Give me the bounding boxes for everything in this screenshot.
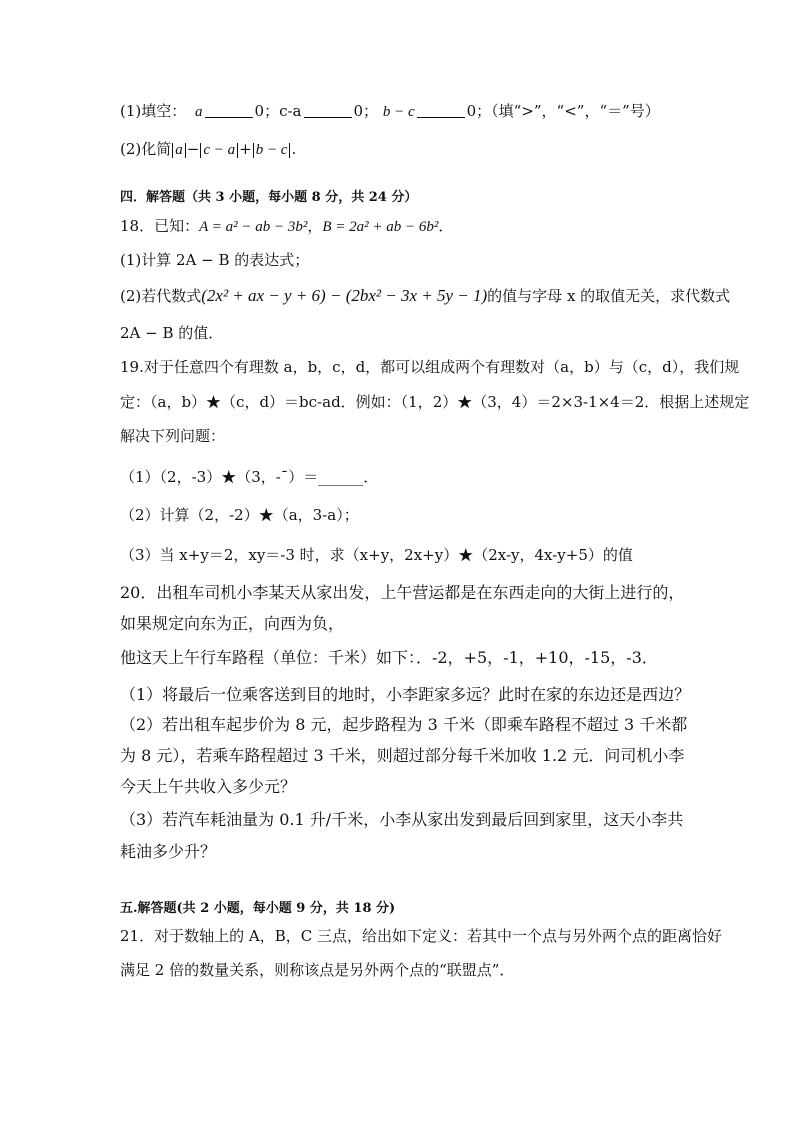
q19-part3: （3）当 x+y＝2，xy＝-3 时，求（x+y，2x+y）★（2x-y，4x-y+5）的值 (120, 546, 633, 564)
q19-line-1: 19.对于任意四个有理数 a，b，c，d，都可以组成两个有理数对（a，b）与（c，d），我们规 (120, 358, 740, 376)
q20-part2-b: 为 8 元），若乘车路程超过 3 千米，则超过部分每千米加收 1.2 元．问司机小李 (120, 746, 685, 765)
q20-line-3: 他这天上午行车路程（单位：千米）如下：．-2，+5，-1，+10，-15，-3． (120, 648, 658, 667)
q17-var-a: a (195, 104, 203, 120)
plus-sign: + (239, 140, 252, 158)
q17-blank-2[interactable] (304, 103, 352, 118)
abs-c-minus-a: c − a (200, 143, 238, 158)
q18-part1: (1)计算 2A − B 的表达式； (120, 251, 310, 269)
q17-fill-prefix: (1)填空： (120, 102, 187, 120)
q20-part3-b: 耗油多少升？ (120, 842, 217, 861)
q19-line-2: 定：（a，b）★（c，d）＝bc-ad．例如：（1，2）★（3，4）＝2×3-1×4＝2．根据上述规定 (120, 393, 750, 411)
q20-line-2: 如果规定向东为正，向西为负， (120, 614, 345, 633)
q19-part1: （1）（2，-3）★（3，-¯）＝______． (120, 468, 379, 486)
q21-line-1: 21．对于数轴上的 A，B，C 三点，给出如下定义：若其中一个点与另外两个点的距离恰好 (120, 927, 722, 945)
q21-line-2: 满足 2 倍的数量关系，则称该点是另外两个点的“联盟点”． (120, 961, 515, 979)
q18-expr-B: B = 2a² + ab − 6b² (322, 219, 439, 235)
q19-part2: （2）计算（2，-2）★（a，3-a）； (120, 506, 359, 524)
q20-part2-c: 今天上午共收入多少元？ (120, 777, 297, 796)
q20-line-1: 20．出租车司机小李某天从家出发，上午营运都是在东西走向的大街上进行的， (120, 583, 685, 602)
q18-part2-expression: (2x² + ax − y + 6) − (2bx² − 3x + 5y − 1) (201, 286, 488, 305)
section-4-heading: 四．解答题（共 3 小题，每小题 8 分，共 24 分） (120, 190, 418, 205)
q17-text-2: 0； (353, 102, 379, 120)
q17-simplify-prefix: (2)化简 (120, 140, 172, 158)
q20-part1: （1）将最后一位乘客送到目的地时，小李距家多远？此时在家的东边还是西边？ (120, 685, 691, 704)
q17-text-3: 0；（填“>”，“<”，“＝”号） (466, 102, 660, 120)
q18-part2-tail: 2A − B 的值． (120, 324, 224, 342)
abs-b-minus-c: b − c (253, 143, 291, 158)
q17-text-1: 0；c-a (254, 102, 302, 120)
q19-line-3: 解决下列问题： (120, 427, 226, 445)
abs-a: a (172, 143, 186, 158)
q17-simplify-line (120, 139, 296, 159)
q18-given-line (120, 216, 453, 237)
minus-sign: − (186, 140, 200, 158)
q18-end: ． (438, 217, 454, 235)
q17-blank-3[interactable] (417, 103, 465, 118)
q20-part3-a: （3）若汽车耗油量为 0.1 升/千米，小李从家出发到最后回到家里，这天小李共 (120, 810, 684, 829)
q18-part2-line (120, 286, 730, 306)
q17-fill-line (120, 101, 660, 122)
q18-sep: ， (307, 217, 323, 235)
q18-prefix: 18．已知： (120, 217, 200, 235)
section-5-heading: 五.解答题(共 2 小题，每小题 9 分，共 18 分) (120, 901, 396, 916)
q18-expr-A: A = a² − ab − 3b² (199, 219, 308, 235)
q17-expr-b-c: b − c (382, 104, 415, 120)
q18-part2-prefix: (2)若代数式 (120, 287, 202, 305)
q17-end-dot: . (291, 140, 297, 158)
q20-part2-a: （2）若出租车起步价为 8 元，起步路程为 3 千米（即乘车路程不超过 3 千米都 (120, 715, 688, 734)
q17-blank-1[interactable] (205, 103, 253, 118)
q18-part2-suffix: 的值与字母 x 的取值无关，求代数式 (487, 287, 731, 305)
